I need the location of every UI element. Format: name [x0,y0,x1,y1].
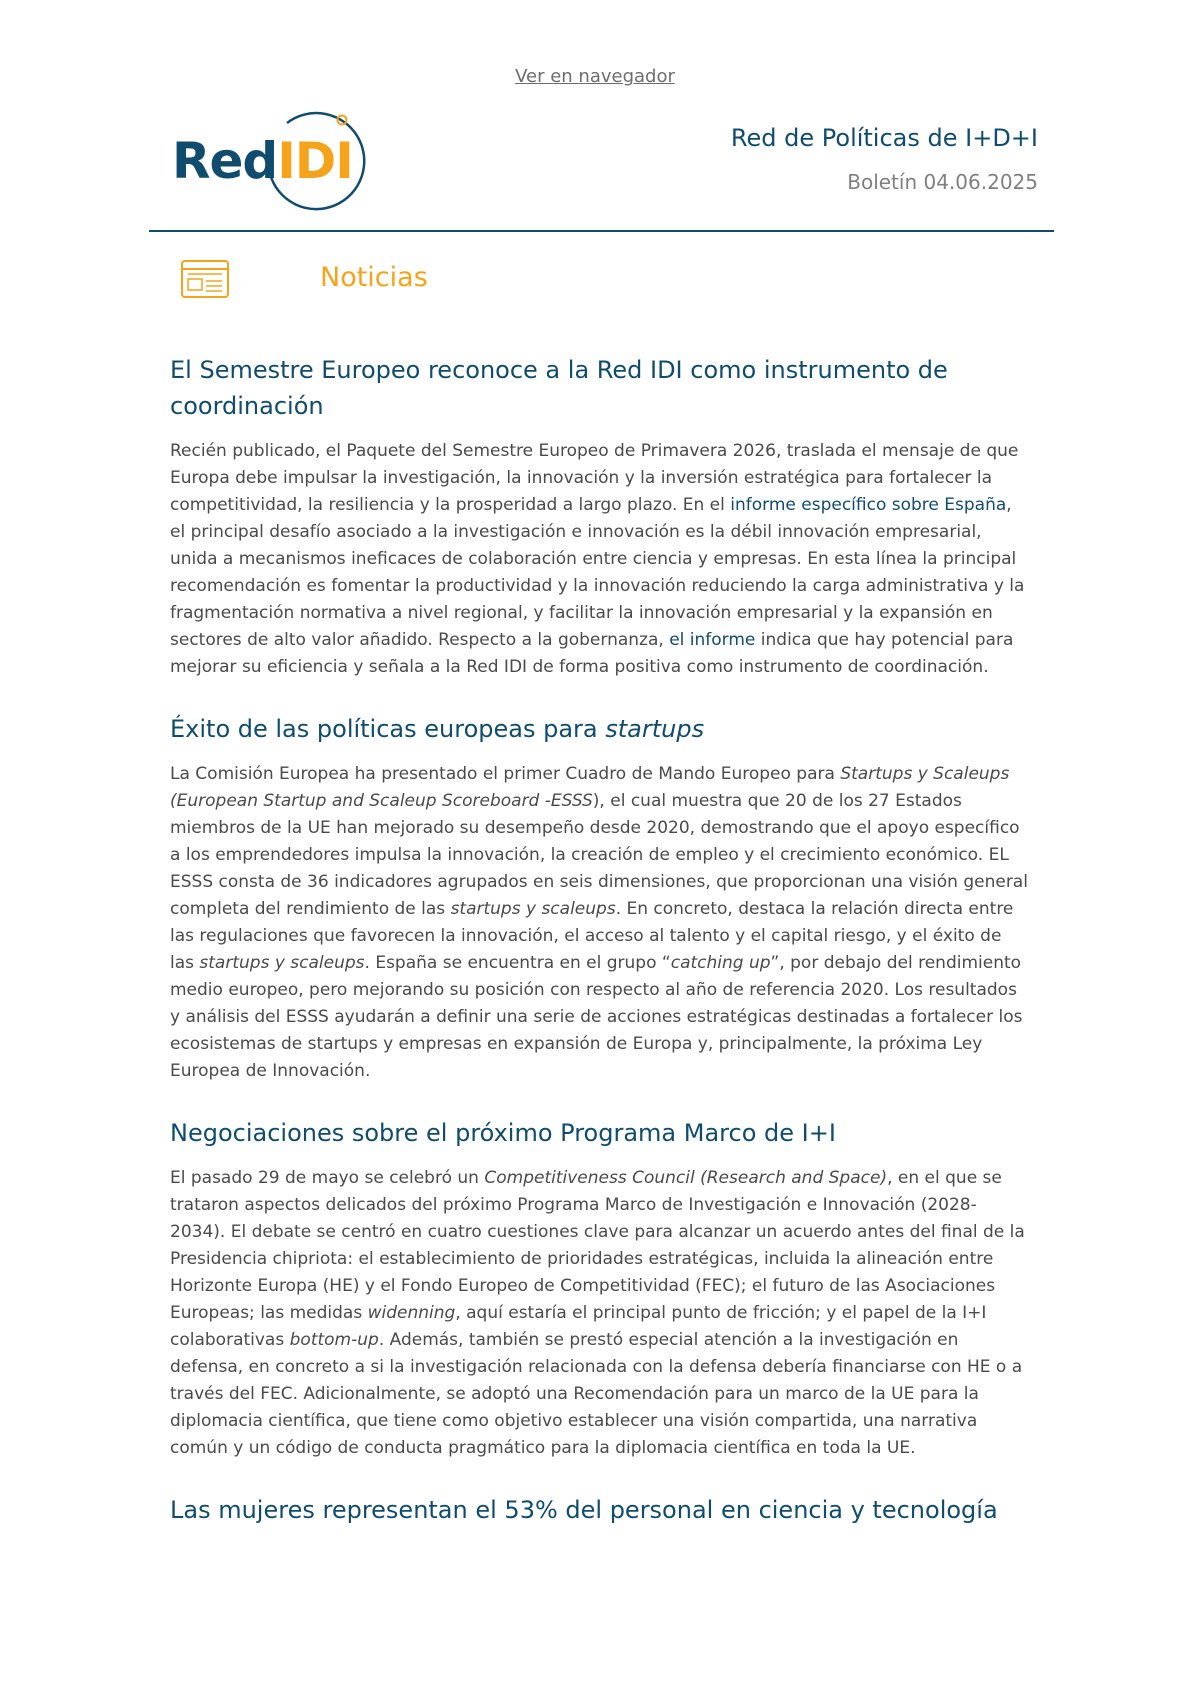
news-body: El pasado 29 de mayo se celebró un Competitiveness Council (Research and Space), en el que se trataron aspectos delicados del próximo Programa Marco de Investigación e Innovación (2028-2034). El debate se centró en cuatro cuestiones clave para alcanzar un acuerdo antes del final de la Presidencia chipriota: el establecimiento de prioridades estratégicas, incluida la alineación entre Horizonte Europa (HE) y el Fondo Europeo de Competitividad (FEC); el futuro de las Asociaciones Europeas; las medidas widenning, aquí estaría el principal punto de fricción; y el papel de la I+I colaborativas bottom-up. Además, también se prestó especial atención a la investigación en defensa, en concreto a si la investigación relacionada con la defensa debería financiarse con HE o a través del FEC. Adicionalmente, se adoptó una Recomendación para un marco de la UE para la diplomacia científica, que tiene como objetivo establecer una visión compartida, una narrativa común y un código de conducta pragmático para la diplomacia científica en toda la UE. [170,1168,1025,1458]
news-title: Las mujeres representan el 53% del personal en ciencia y tecnología [170,1496,998,1524]
section-title: Noticias [320,262,428,293]
news-title: Éxito de las políticas europeas para startups [170,715,705,743]
news-item [170,711,1030,1085]
report-link[interactable]: el informe [669,630,756,650]
header-divider [149,230,1054,232]
spain-report-link[interactable]: informe específico sobre España [730,495,1007,515]
newsletter-date: Boletín 04.06.2025 [847,170,1038,194]
view-in-browser-link[interactable]: Ver en navegador [515,66,675,87]
news-item [170,352,1030,681]
news-title: Negociaciones sobre el próximo Programa Marco de I+I [170,1119,836,1147]
news-body: La Comisión Europea ha presentado el primer Cuadro de Mando Europeo para Startups y Scaleups (European Startup and Scaleup Scoreboard -ESSS), el cual muestra que 20 de los 27 Estados miembros de la UE han mejorado su desempeño desde 2020, demostrando que el apoyo específico a los emprendedores impulsa la innovación, la creación de empleo y el crecimiento económico. EL ESSS consta de 36 indicadores agrupados en seis dimensiones, que proporcionan una visión general completa del rendimiento de las startups y scaleups. En concreto, destaca la relación directa entre las regulaciones que favorecen la innovación, el acceso al talento y el capital riesgo, y el éxito de las startups y scaleups. España se encuentra en el grupo “catching up”, por debajo del rendimiento medio europeo, pero mejorando su posición con respecto al año de referencia 2020. Los resultados y análisis del ESSS ayudarán a definir una serie de acciones estratégicas destinadas a fortalecer los ecosistemas de startups y empresas en expansión de Europa y, principalmente, la próxima Ley Europea de Innovación. [170,764,1028,1081]
news-body: Recién publicado, el Paquete del Semestre Europeo de Primavera 2026, traslada el mensaje de que Europa debe impulsar la investigación, la innovación y la inversión estratégica para fortalecer la competitividad, la resiliencia y la prosperidad a largo plazo. En el informe específico sobre España, el principal desafío asociado a la investigación e innovación es la débil innovación empresarial, unida a mecanismos ineficaces de colaboración entre ciencia y empresas. En esta línea la principal recomendación es fomentar la productividad y la innovación reduciendo la carga administrativa y la fragmentación normativa a nivel regional, y facilitar la innovación empresarial y la expansión en sectores de alto valor añadido. Respecto a la gobernanza, el informe indica que hay potencial para mejorar su eficiencia y señala a la Red IDI de forma positiva como instrumento de coordinación. [170,441,1025,677]
news-item [170,1115,1030,1462]
newspaper-icon [180,258,230,300]
news-item [170,1492,1030,1528]
newsletter-title: Red de Políticas de I+D+I [730,124,1038,152]
redidi-logo [172,108,382,218]
news-list [170,352,1030,1558]
newsletter-header [731,124,1038,194]
logo-wordmark: RedIDI [172,132,353,190]
news-title: El Semestre Europeo reconoce a la Red IDI como instrumento de coordinación [170,356,948,420]
